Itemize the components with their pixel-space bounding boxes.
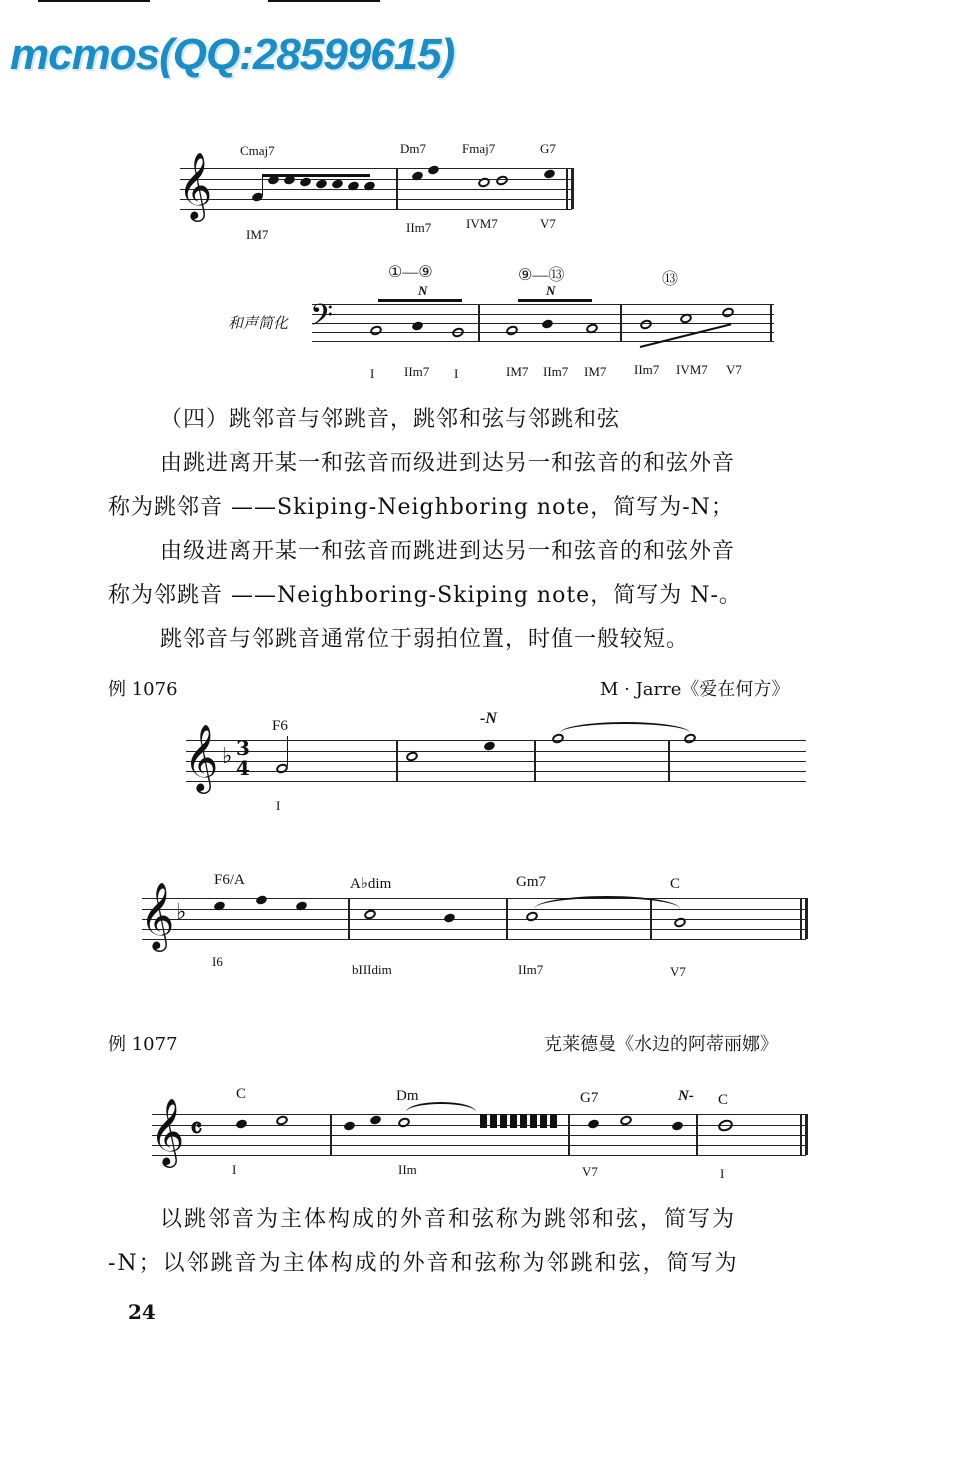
simplification-label: 和声简化 — [228, 314, 289, 332]
chord-label: Dm7 — [400, 141, 426, 156]
time-signature: 3 4 — [236, 736, 250, 780]
staff — [180, 168, 572, 210]
chord-label: Fmaj7 — [462, 141, 496, 156]
chord-label: A♭dim — [350, 876, 392, 892]
roman-label: IVM7 — [466, 216, 498, 231]
top-rule-left — [38, 0, 150, 2]
watermark: mcmos(QQ:28599615) — [10, 30, 455, 79]
chord-label: G7 — [580, 1090, 599, 1106]
staff — [186, 736, 806, 782]
roman-label: I — [370, 366, 375, 381]
range-mark: ⑨—⑬ — [518, 267, 565, 284]
example-label: 例 1076 — [108, 679, 178, 700]
chord-label: Dm — [396, 1088, 419, 1104]
roman-label: bIIIdim — [352, 962, 392, 977]
paragraph-line: 称为邻跳音 ——Neighboring-Skiping note，简写为 N-。 — [108, 583, 742, 608]
chord-label: G7 — [540, 141, 556, 156]
roman-label: IIm — [398, 1162, 417, 1177]
flat-icon: ♭ — [176, 900, 187, 925]
chord-label: Gm7 — [516, 874, 546, 890]
roman-label: I — [454, 366, 459, 381]
paragraph-line: -N；以邻跳音为主体构成的外音和弦称为邻跳和弦，简写为 — [108, 1251, 739, 1276]
note-group — [480, 1114, 560, 1128]
chord-label: Cmaj7 — [240, 143, 275, 158]
chord-label: F6 — [272, 718, 288, 734]
roman-label: I — [720, 1166, 725, 1181]
treble-clef-icon: 𝄞 — [140, 881, 175, 949]
roman-label: I6 — [212, 954, 223, 969]
example-label: 例 1077 — [108, 1034, 178, 1055]
n-mark: N — [546, 283, 556, 298]
roman-label: V7 — [582, 1164, 598, 1179]
chord-label: C — [670, 876, 681, 892]
chord-label: F6/A — [214, 872, 245, 888]
roman-label: IIm7 — [634, 362, 660, 377]
staff — [142, 898, 806, 940]
example-source: M · Jarre《爱在何方》 — [600, 679, 790, 700]
paragraph-line: 称为跳邻音 ——Skiping-Neighboring note，简写为-N； — [108, 495, 734, 520]
roman-label: IM7 — [246, 227, 269, 242]
roman-label: V7 — [540, 216, 556, 231]
range-mark: ⑬ — [662, 271, 679, 288]
page-number: 24 — [128, 1300, 156, 1324]
top-rule-right — [268, 0, 380, 2]
example-source: 克莱德曼《水边的阿蒂丽娜》 — [544, 1034, 778, 1055]
n-mark: N- — [678, 1088, 694, 1104]
paragraph-line: 以跳邻音为主体构成的外音和弦称为跳邻和弦，简写为 — [160, 1207, 737, 1232]
staff — [152, 1114, 806, 1156]
roman-label: V7 — [726, 362, 742, 377]
n-mark: -N — [480, 710, 497, 727]
tie-icon — [534, 896, 680, 922]
roman-label: IIm7 — [406, 220, 432, 235]
roman-label: V7 — [670, 964, 686, 979]
flat-icon: ♭ — [222, 744, 233, 769]
treble-clef-icon: 𝄞 — [184, 723, 219, 791]
roman-label: IIm7 — [543, 364, 569, 379]
roman-label: IM7 — [584, 364, 607, 379]
paragraph-line: 由级进离开某一和弦音而跳进到达另一和弦音的和弦外音 — [160, 539, 736, 564]
roman-label: I — [276, 798, 281, 813]
chord-label: C — [236, 1086, 247, 1102]
chord-label: C — [718, 1092, 729, 1108]
paragraph-line: 由跳进离开某一和弦音而级进到达另一和弦音的和弦外音 — [160, 451, 736, 476]
treble-clef-icon: 𝄞 — [178, 151, 213, 219]
paragraph-line: 跳邻音与邻跳音通常位于弱拍位置，时值一般较短。 — [160, 627, 690, 652]
common-time-icon: 𝄴 — [190, 1114, 203, 1145]
roman-label: IVM7 — [676, 362, 708, 377]
section-heading: （四）跳邻音与邻跳音，跳邻和弦与邻跳和弦 — [160, 407, 621, 432]
tie-icon — [406, 1102, 476, 1122]
roman-label: IM7 — [506, 364, 529, 379]
bass-clef-icon: 𝄢 — [310, 299, 334, 340]
treble-clef-icon: 𝄞 — [150, 1097, 185, 1165]
tie-icon — [560, 722, 690, 744]
roman-label: I — [232, 1162, 237, 1177]
roman-label: IIm7 — [404, 364, 430, 379]
range-mark: ①—⑨ — [388, 264, 433, 281]
roman-label: IIm7 — [518, 962, 544, 977]
n-mark: N — [418, 283, 428, 298]
